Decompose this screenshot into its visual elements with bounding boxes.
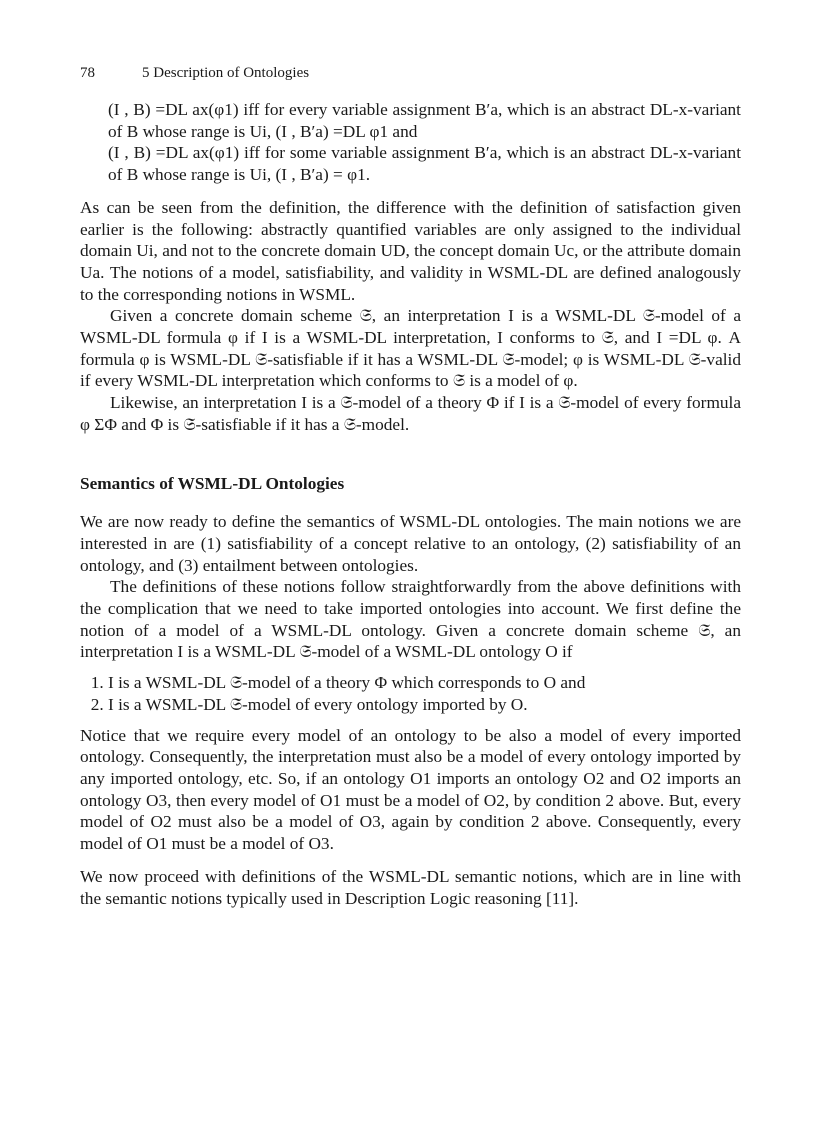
paragraph-ontology-model: The definitions of these notions follow straightforwardly from the above definitions with the complication that we need to take imported ontologies into account. We first define the notion of a model of a WSML-DL ontology. Given a concrete domain scheme 𝔖, an interpretation I is a WSML-DL 𝔖-model of a WSML-DL ontology O if: [80, 577, 741, 662]
condition-list: [80, 672, 741, 715]
paragraph-semantics-intro: We are now ready to define the semantics of WSML-DL ontologies. The main notions we are interested in are (1) satisfiability of a concept relative to an ontology, (2) satisfiability of an ontology, and (3) entailment between ontologies.: [80, 512, 741, 575]
chapter-title: 5 Description of Ontologies: [142, 65, 310, 81]
quantifier-definitions: [80, 99, 741, 186]
paragraph-theory-model: Likewise, an interpretation I is a 𝔖-model of a theory Φ if I is a 𝔖-model of every formula φ ΣΦ and Φ is 𝔖-satisfiable if it has a 𝔖-model.: [80, 393, 741, 434]
definition-universal: (I , B) =DL ax(φ1) iff for every variable assignment B′a, which is an abstract DL-x-variant of B whose range is Ui, (I , B′a) =DL φ1 and: [108, 100, 741, 141]
paragraph-imported-ontologies: Notice that we require every model of an ontology to be also a model of every imported ontology. Consequently, the interpretation must also be a model of every ontology imported by any imported ontology, etc. So, if an ontology O1 imports an ontology O2 and O2 imports an ontology O3, then every model of O1 must be a model of O2, by condition 2 above. But, every model of O2 must also be a model of O3, again by condition 2 above. Consequently, every model of O1 must be a model of O3.: [80, 725, 741, 854]
paragraph-semantic-notions: We now proceed with definitions of the WSML-DL semantic notions, which are in line with the semantic notions typically used in Description Logic reasoning [11].: [80, 866, 741, 908]
condition-item: 1. I is a WSML-DL 𝔖-model of a theory Φ which corresponds to O and: [108, 672, 741, 694]
section-heading: Semantics of WSML-DL Ontologies: [80, 473, 345, 493]
page-number: 78: [80, 65, 95, 81]
body-text: [80, 99, 741, 909]
condition-item: 2. I is a WSML-DL 𝔖-model of every ontology imported by O.: [108, 694, 741, 716]
paragraph-satisfaction: As can be seen from the definition, the difference with the definition of satisfaction given earlier is the following: abstractly quantified variables are only assigned to the individual domain Ui, and not to the concrete domain UD, the concept domain Uc, or the attribute domain Ua. The notions of a model, satisfiability, and validity in WSML-DL are defined analogously to the corresponding notions in WSML.: [80, 197, 741, 304]
definition-existential: (I , B) =DL ax(φ1) iff for some variable assignment B′a, which is an abstract DL-x-variant of B whose range is Ui, (I , B′a) = φ1.: [108, 143, 741, 185]
paragraph-model-definition: Given a concrete domain scheme 𝔖, an interpretation I is a WSML-DL 𝔖-model of a WSML-DL formula φ if I is a WSML-DL interpretation, I conforms to 𝔖, and I =DL φ. A formula φ is WSML-DL 𝔖-satisfiable if it has a WSML-DL 𝔖-model; φ is WSML-DL 𝔖-valid if every WSML-DL interpretation which conforms to 𝔖 is a model of φ.: [80, 306, 741, 391]
running-head: [80, 63, 309, 83]
